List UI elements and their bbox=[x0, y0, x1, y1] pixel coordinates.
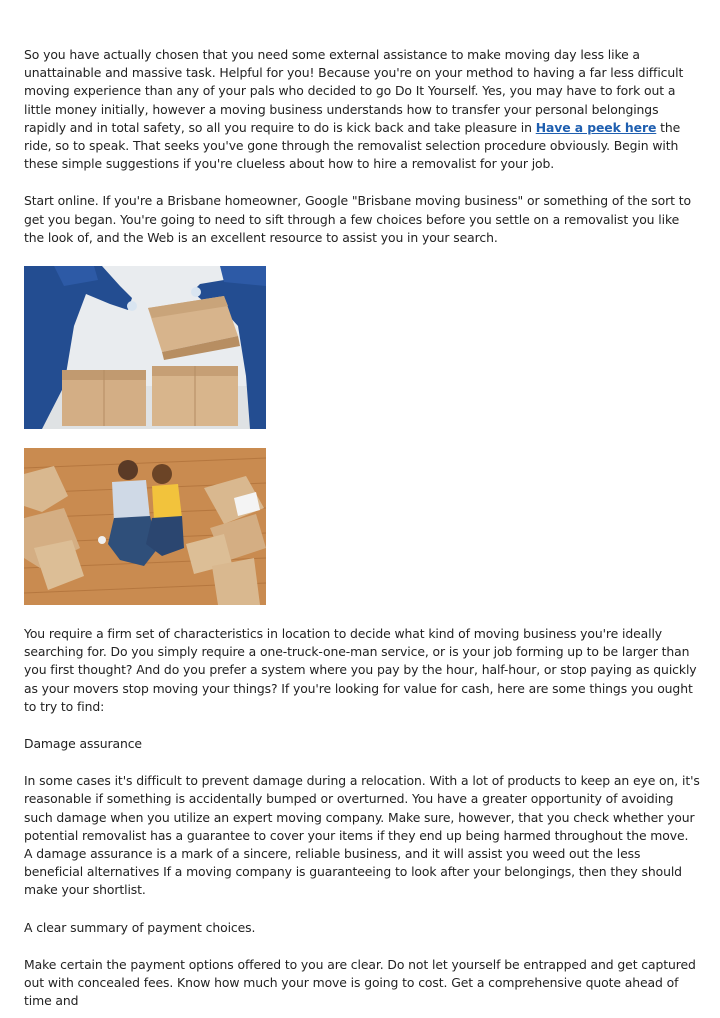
payment-choices-paragraph: Make certain the payment options offered to you are clear. Do not let yourself be entrapped and get captured out with concealed fees. Know how much your move is going to cost. Get a comprehensive quote ahead of time and bbox=[24, 956, 696, 1009]
movers-lifting-boxes-image bbox=[24, 266, 266, 429]
requirements-paragraph: You require a firm set of characteristics in location to decide what kind of moving business you're ideally searching for. Do you simply require a one-truck-one-man service, or is your job forming up to be larger than you first thought? And do you prefer a system where you pay by the hour, half-hour, or stop paying as quickly as your movers stop moving your things? If you're looking for value for cash, here are some things you ought to try to find: bbox=[24, 626, 697, 714]
start-online-paragraph: Start online. If you're a Brisbane homeowner, Google "Brisbane moving business" or something of the sort to get you began. You're going to need to sift through a few choices before you settle on a removalist you like the look of, and the Web is an excellent resource to assist you in your search. bbox=[24, 193, 691, 245]
intro-text-end: the ride, so to speak. That seeks you've gone through the removalist selection procedure obviously. Begin with these simple suggestions if you're clueless about how to hire a removalist for your job. bbox=[24, 119, 681, 172]
have-a-peek-link[interactable]: Have a peek here bbox=[535, 119, 657, 135]
intro-paragraph bbox=[24, 46, 700, 173]
article-body bbox=[24, 46, 700, 1010]
damage-assurance-heading: Damage assurance bbox=[24, 736, 142, 752]
damage-assurance-paragraph: In some cases it's difficult to prevent damage during a relocation. With a lot of products to keep an eye on, it's reasonable if something is accidentally bumped or overturned. You have a greater opportunity of avoiding such damage when you utilize an expert moving company. Make sure, however, that you check whether your potential removalist has a guarantee to cover your items if they end up being harmed throughout the move. A damage assurance is a mark of a sincere, reliable business, and it will assist you weed out the less beneficial alternatives If a moving company is guaranteeing to look after your belongings, then they should make your shortlist. bbox=[24, 773, 700, 898]
payment-choices-heading: A clear summary of payment choices. bbox=[24, 919, 256, 935]
intro-text-start: So you have actually chosen that you need some external assistance to make moving day less like a unattainable and massive task. Helpful for you! Because you're on your method to having a far less difficult moving experience than any of your pals who decided to go Do It Yourself. Yes, you may have to fork out a little money initially, however a moving business understands how to transfer your personal belongings rapidly and in total safety, so all you require to do is kick back and take pleasure in bbox=[24, 47, 684, 135]
couple-on-floor-image bbox=[24, 448, 266, 605]
